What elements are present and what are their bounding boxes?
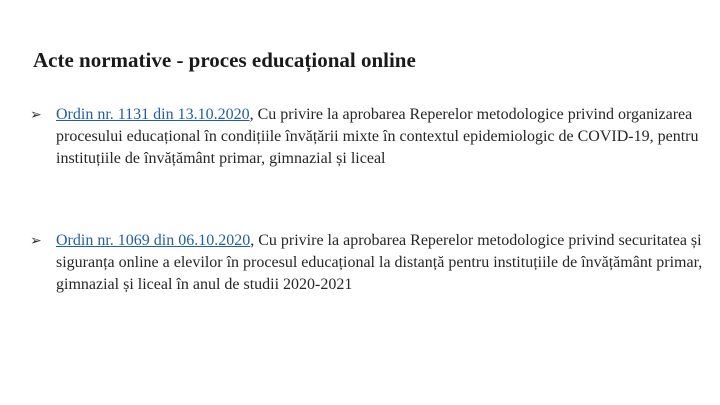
arrow-bullet-icon: ➢ bbox=[30, 233, 42, 249]
order-1131-description: , Cu privire la aprobarea Reperelor metodologice privind organizarea procesului educațional în condițiile învățării mixte în contextul epidemiologic de COVID-19, pentru instituțiile de învățământ primar, gimnazial și liceal bbox=[56, 106, 699, 167]
page-title: Acte normative - proces educațional online bbox=[33, 48, 416, 72]
order-1069-link[interactable]: Ordin nr. 1069 din 06.10.2020 bbox=[56, 232, 251, 249]
list-item bbox=[30, 104, 710, 170]
list-item bbox=[30, 230, 710, 296]
order-1069-description: , Cu privire la aprobarea Reperelor metodologice privind securitatea și siguranța online a elevilor în procesul educațional la distanță pentru instituțiile de învățământ primar, gimnazial și liceal în anul de studii 2020-2021 bbox=[56, 232, 703, 293]
order-1131-link[interactable]: Ordin nr. 1131 din 13.10.2020 bbox=[56, 106, 250, 123]
arrow-bullet-icon: ➢ bbox=[30, 107, 42, 123]
document-list bbox=[30, 104, 710, 296]
